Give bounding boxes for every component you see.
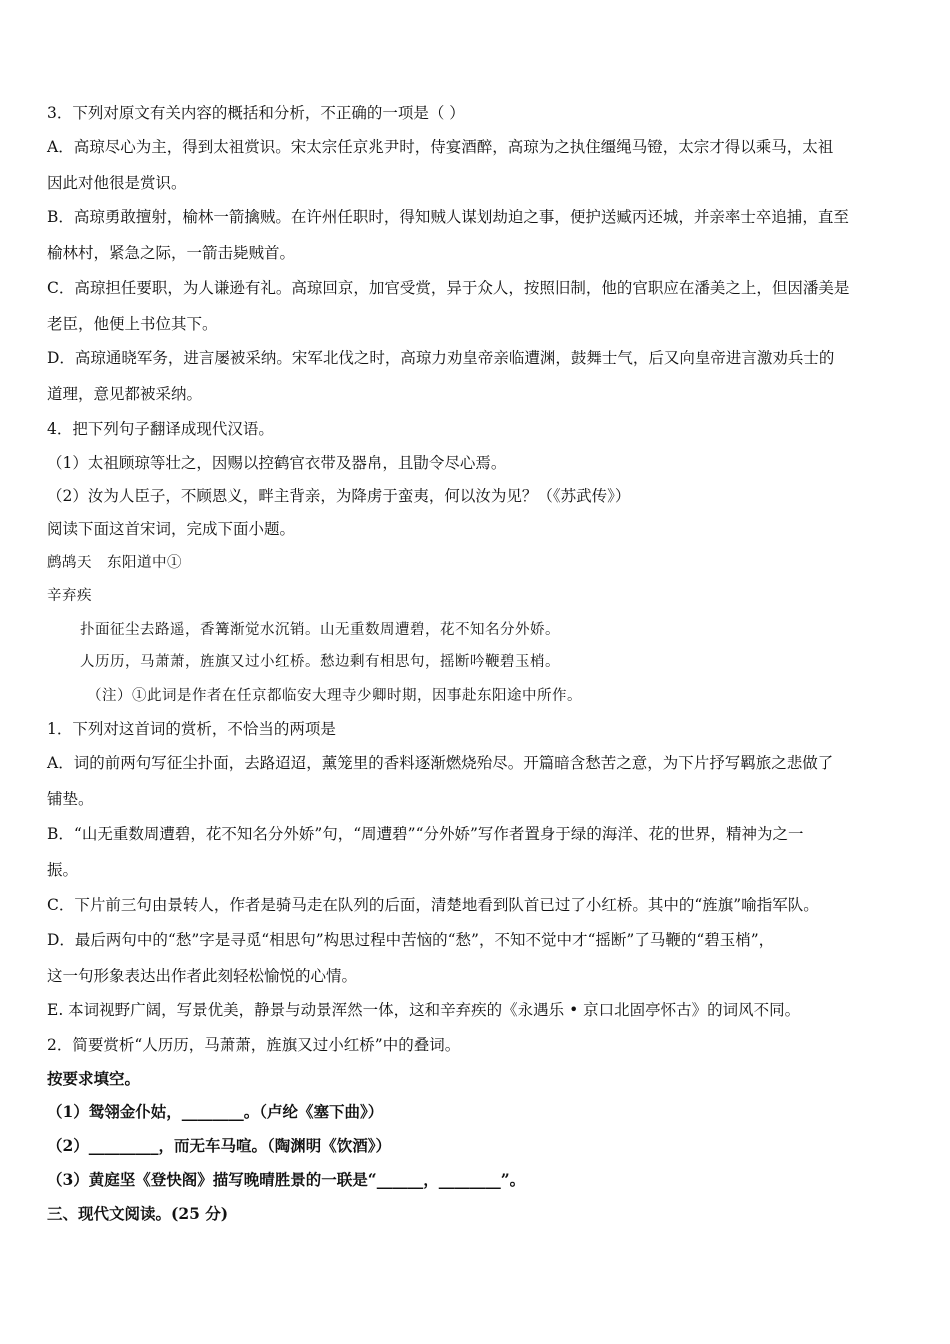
p1-option-c: C．下片前三句由景转人，作者是骑马走在队列的后面，清楚地看到队首已过了小红桥。其中的“旌旗”喻指军队。 [47, 896, 819, 914]
q3-option-d-line2: 道理，意见都被采纳。 [47, 385, 203, 403]
q4-sentence-1: （1）太祖顾琼等壮之，因赐以控鹤官衣带及器帛，且勖令尽心焉。 [47, 454, 507, 472]
p1-stem: 1．下列对这首词的赏析，不恰当的两项是 [47, 720, 336, 738]
poem-line-2: 人历历，马萧萧，旌旗又过小红桥。愁边剩有相思句，摇断吟鞭碧玉梢。 [80, 654, 560, 670]
poem-line-1: 扑面征尘去路遥，香篝渐觉水沉销。山无重数周遭碧，花不知名分外娇。 [80, 622, 560, 638]
p1-option-a-line2: 铺垫。 [47, 790, 94, 808]
q3-option-c-line1: C．高琼担任要职，为人谦逊有礼。高琼回京，加官受赏，异于众人，按照旧制，他的官职应在潘美之上，但因潘美是 [47, 279, 850, 297]
fill-item-3: （3）黄庭坚《登快阁》描写晚晴胜景的一联是“______，________”。 [47, 1170, 526, 1189]
q3-option-d-line1: D．高琼通晓军务，进言屡被采纳。宋军北伐之时，高琼力劝皇帝亲临遭渊，鼓舞士气，后又向皇帝进言激劝兵士的 [47, 349, 835, 367]
q3-option-b-line2: 榆林村，紧急之际，一箭击毙贼首。 [47, 244, 296, 262]
fill-item-1: （1）鸳翎金仆姑，________。（卢纶《塞下曲》） [47, 1102, 384, 1121]
q3-option-a-line2: 因此对他很是赏识。 [47, 174, 187, 192]
p1-option-e: E. 本词视野广阔，写景优美，静景与动景浑然一体，这和辛弃疾的《永遇乐 • 京口北固亭怀古》的词风不同。 [47, 1001, 801, 1019]
p2-stem: 2．简要赏析“人历历，马萧萧，旌旗又过小红桥”中的叠词。 [47, 1036, 461, 1054]
q3-option-a-line1: A．高琼尽心为主，得到太祖赏识。宋太宗任京兆尹时，侍宴酒醉，高琼为之执住缰绳马镫，太宗才得以乘马，太祖 [47, 138, 834, 156]
q3-option-b-line1: B．高琼勇敢擅射，榆林一箭擒贼。在许州任职时，得知贼人谋划劫迫之事，便护送臧丙还城，并亲率士卒追捕，直至 [47, 208, 849, 226]
poem-note: （注）①此词是作者在任京都临安大理寺少卿时期，因事赴东阳途中所作。 [87, 688, 582, 704]
p1-option-a-line1: A．词的前两句写征尘扑面，去路迢迢，薰笼里的香料逐渐燃烧殆尽。开篇暗含愁苦之意，为下片抒写羁旅之悲做了 [47, 754, 834, 772]
fill-heading: 按要求填空。 [47, 1069, 141, 1088]
section-3-heading: 三、现代文阅读。(25 分) [47, 1204, 229, 1223]
q4-stem: 4．把下列句子翻译成现代汉语。 [47, 420, 274, 438]
q4-sentence-2: （2）汝为人臣子，不顾恩义，畔主背亲，为降虏于蛮夷，何以汝为见？（《苏武传》） [47, 487, 631, 505]
p1-option-b-line2: 振。 [47, 861, 79, 879]
q3-stem: 3．下列对原文有关内容的概括和分析，不正确的一项是（ ） [47, 104, 465, 122]
fill-item-2: （2）_________，而无车马喧。（陶渊明《饮酒》） [47, 1136, 392, 1155]
poem-author: 辛弃疾 [47, 588, 92, 604]
p1-option-b-line1: B．“山无重数周遭碧，花不知名分外娇”句，“周遭碧”“分外娇”写作者置身于绿的海洋、花的世界，精神为之一 [47, 825, 804, 843]
poem-title: 鹧鸪天 东阳道中① [47, 555, 182, 571]
p1-option-d-line2: 这一句形象表达出作者此刻轻松愉悦的心情。 [47, 967, 358, 985]
p1-option-d-line1: D．最后两句中的“愁”字是寻觅“相思句”构思过程中苦恼的“愁”，不知不觉中才“摇断”了马鞭的“碧玉梢”， [47, 931, 775, 949]
poem-intro: 阅读下面这首宋词，完成下面小题。 [47, 520, 296, 538]
q3-option-c-line2: 老臣，他便上书位其下。 [47, 315, 218, 333]
